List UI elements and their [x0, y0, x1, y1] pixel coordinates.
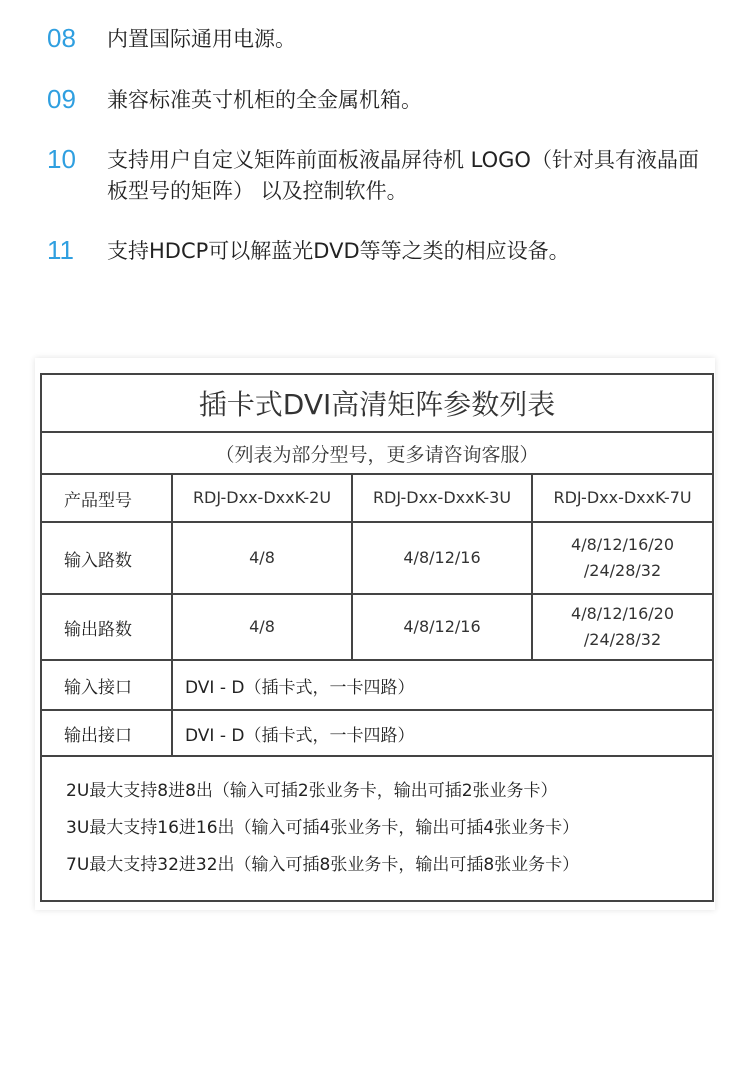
model-header: RDJ-Dxx-DxxK-7U [532, 474, 713, 522]
feature-text: 兼容标准英寸机柜的全金属机箱。 [107, 88, 422, 112]
table-cell: DVI - D（插卡式，一卡四路） [172, 660, 713, 710]
table-cell: 4/8/12/16 [352, 522, 532, 594]
note-line: 3U最大支持16进16出（输入可插4张业务卡，输出可插4张业务卡） [66, 818, 580, 838]
feature-text: 支持HDCP可以解蓝光DVD等等之类的相应设备。 [107, 239, 570, 263]
table-cell: 4/8 [172, 594, 352, 660]
table-cell: 4/8/12/16/20 /24/28/32 [532, 594, 713, 660]
row-label: 产品型号 [41, 474, 172, 522]
feature-text: 内置国际通用电源。 [107, 27, 296, 51]
feature-number: 08 [47, 23, 76, 53]
table-row [41, 594, 713, 660]
row-label: 输出路数 [41, 594, 172, 660]
table-row [41, 522, 713, 594]
table-row [41, 756, 713, 901]
row-label: 输入路数 [41, 522, 172, 594]
table-row [41, 660, 713, 710]
parameter-card [35, 358, 715, 910]
feature-number: 10 [47, 144, 76, 174]
feature-text: 支持用户自定义矩阵前面板液晶屏待机 LOGO（针对具有液晶面板型号的矩阵） 以及控制软件。 [107, 148, 699, 203]
table-row [41, 474, 713, 522]
feature-number: 11 [47, 235, 74, 265]
table-row [41, 710, 713, 756]
row-label: 输出接口 [41, 710, 172, 756]
parameter-table [40, 373, 714, 902]
notes-cell [41, 756, 713, 901]
row-label: 输入接口 [41, 660, 172, 710]
table-cell: DVI - D（插卡式，一卡四路） [172, 710, 713, 756]
table-subtitle: （列表为部分型号，更多请咨询客服） [41, 432, 713, 474]
feature-number: 09 [47, 84, 76, 114]
table-cell: 4/8 [172, 522, 352, 594]
table-title: 插卡式DVI高清矩阵参数列表 [41, 374, 713, 432]
table-cell: 4/8/12/16 [352, 594, 532, 660]
model-header: RDJ-Dxx-DxxK-3U [352, 474, 532, 522]
table-cell: 4/8/12/16/20 /24/28/32 [532, 522, 713, 594]
note-line: 2U最大支持8进8出（输入可插2张业务卡，输出可插2张业务卡） [66, 781, 558, 801]
note-line: 7U最大支持32进32出（输入可插8张业务卡，输出可插8张业务卡） [66, 855, 580, 875]
model-header: RDJ-Dxx-DxxK-2U [172, 474, 352, 522]
